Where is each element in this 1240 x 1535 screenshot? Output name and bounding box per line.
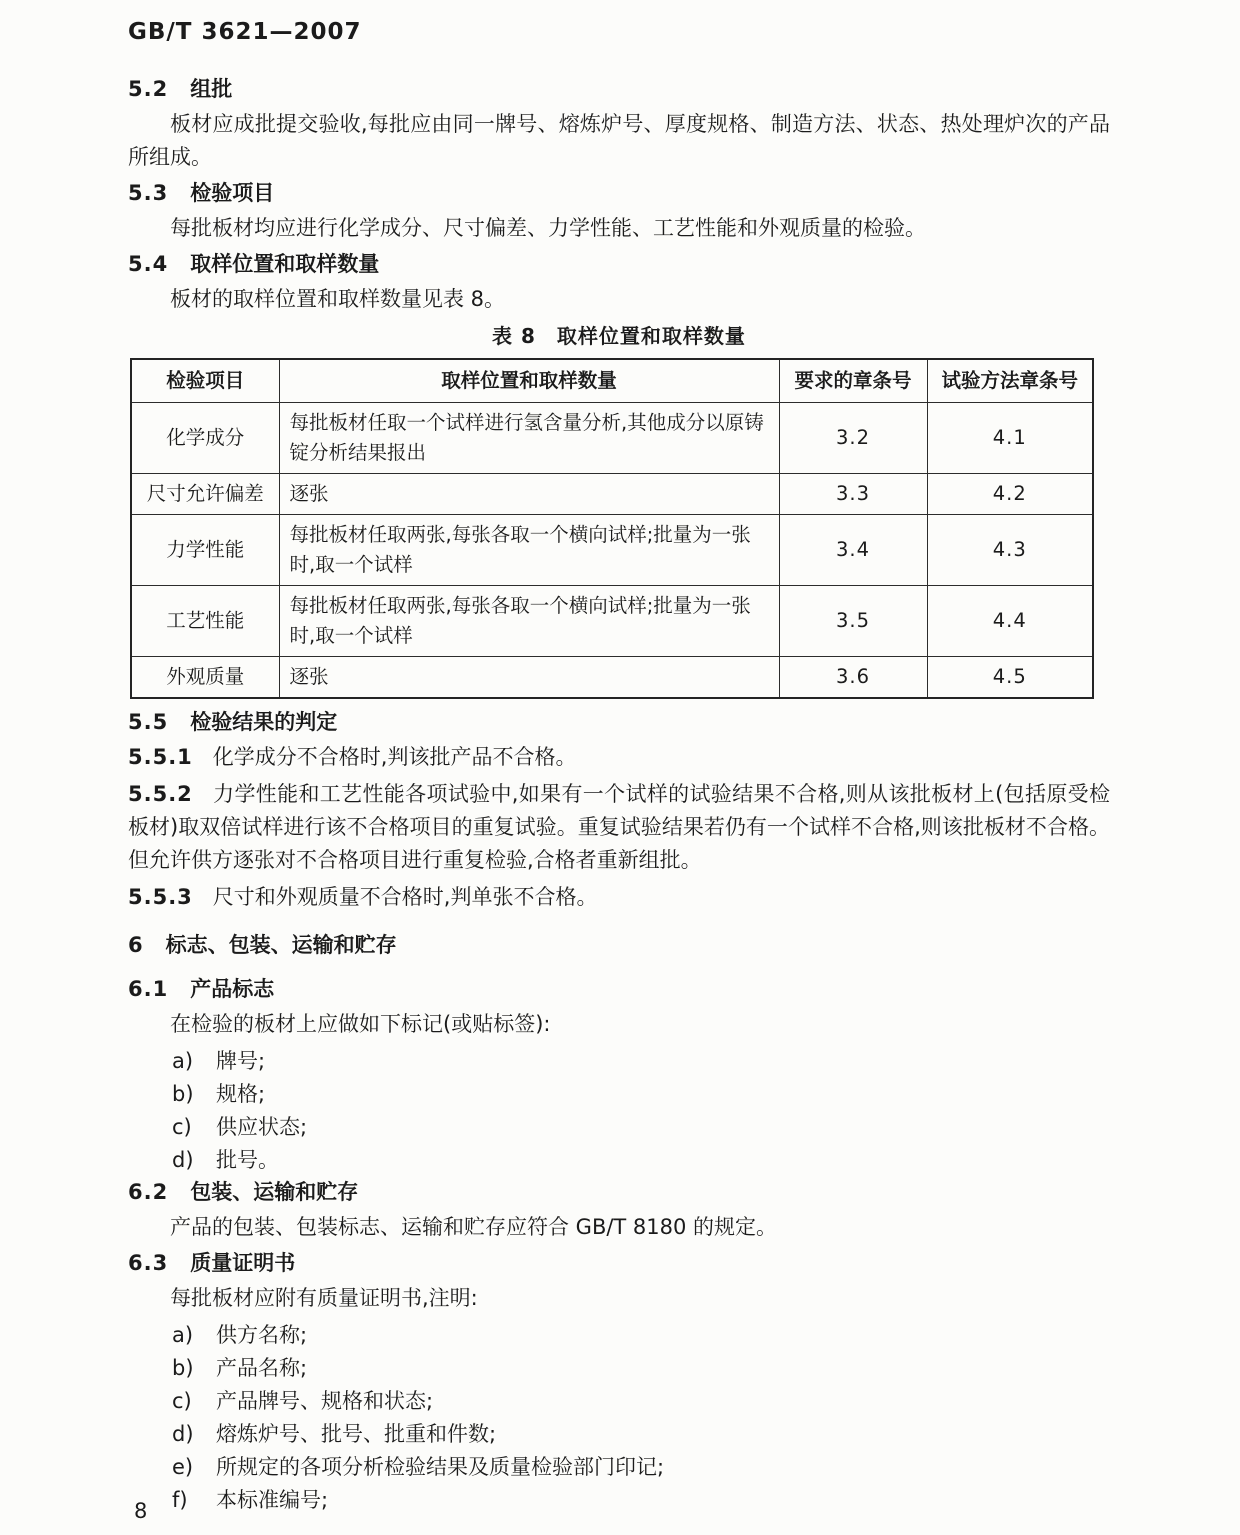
item-letter: d) <box>172 1422 194 1446</box>
cell-test-clause: 4.3 <box>927 515 1093 586</box>
item-text: 牌号; <box>216 1049 266 1073</box>
column-header-sampling: 取样位置和取样数量 <box>279 359 779 403</box>
list-item <box>172 1484 1110 1517</box>
item-text: 批号。 <box>216 1148 279 1172</box>
page-number: 8 <box>134 1499 148 1523</box>
cell-item: 外观质量 <box>131 657 279 699</box>
list-item <box>172 1319 1110 1352</box>
clause-number: 5.5.1 <box>128 745 193 769</box>
cell-requirement-clause: 3.4 <box>779 515 927 586</box>
cell-item: 力学性能 <box>131 515 279 586</box>
paragraph-6-2: 产品的包装、包装标志、运输和贮存应符合 GB/T 8180 的规定。 <box>170 1215 778 1239</box>
item-letter: a) <box>172 1049 194 1073</box>
item-text: 产品名称; <box>216 1356 308 1380</box>
cell-requirement-clause: 3.6 <box>779 657 927 699</box>
clause-number: 6.3 <box>128 1251 169 1275</box>
paragraph-5-4: 板材的取样位置和取样数量见表 8。 <box>170 287 506 311</box>
list-item <box>172 1045 1110 1078</box>
item-letter: b) <box>172 1356 194 1380</box>
table-row <box>131 474 1093 515</box>
heading-6-1 <box>128 974 1110 1004</box>
cell-sampling: 每批板材任取一个试样进行氢含量分析,其他成分以原铸锭分析结果报出 <box>279 403 779 474</box>
cell-item: 尺寸允许偏差 <box>131 474 279 515</box>
clause-number: 6 <box>128 933 144 957</box>
paragraph-5-2: 板材应成批提交验收,每批应由同一牌号、熔炼炉号、厚度规格、制造方法、状态、热处理炉次的产品所组成。 <box>128 112 1110 169</box>
clause-number: 5.4 <box>128 252 169 276</box>
item-letter: e) <box>172 1455 194 1479</box>
item-letter: a) <box>172 1323 194 1347</box>
clause-number: 5.5 <box>128 710 169 734</box>
clause-text: 化学成分不合格时,判该批产品不合格。 <box>212 745 577 769</box>
table-row <box>131 403 1093 474</box>
column-header-requirement-clause: 要求的章条号 <box>779 359 927 403</box>
item-text: 本标准编号; <box>216 1488 329 1512</box>
item-letter: d) <box>172 1148 194 1172</box>
clause-text: 尺寸和外观质量不合格时,判单张不合格。 <box>212 885 598 909</box>
table-caption: 表 8 取样位置和取样数量 <box>492 324 746 348</box>
clause-number: 5.5.3 <box>128 885 193 909</box>
cell-requirement-clause: 3.3 <box>779 474 927 515</box>
clause-number: 5.5.2 <box>128 782 193 806</box>
list-item <box>172 1111 1110 1144</box>
clause-title: 检验结果的判定 <box>190 710 338 734</box>
document-code: GB/T 3621—2007 <box>128 19 362 45</box>
list-item <box>172 1385 1110 1418</box>
cell-test-clause: 4.4 <box>927 586 1093 657</box>
item-letter: c) <box>172 1115 192 1139</box>
list-item <box>172 1352 1110 1385</box>
clause-number: 5.3 <box>128 181 169 205</box>
clause-title: 取样位置和取样数量 <box>190 252 380 276</box>
item-text: 熔炼炉号、批号、批重和件数; <box>216 1422 497 1446</box>
heading-6-2 <box>128 1177 1110 1207</box>
item-letter: b) <box>172 1082 194 1106</box>
table-row <box>131 657 1093 699</box>
heading-5-3 <box>128 178 1110 208</box>
item-text: 所规定的各项分析检验结果及质量检验部门印记; <box>216 1455 665 1479</box>
cell-sampling: 每批板材任取两张,每张各取一个横向试样;批量为一张时,取一个试样 <box>279 515 779 586</box>
item-text: 供应状态; <box>216 1115 308 1139</box>
item-text: 产品牌号、规格和状态; <box>216 1389 434 1413</box>
heading-5-5 <box>128 707 1110 737</box>
item-letter: f) <box>172 1488 188 1512</box>
heading-6-3 <box>128 1248 1110 1278</box>
item-text: 供方名称; <box>216 1323 308 1347</box>
cell-test-clause: 4.1 <box>927 403 1093 474</box>
cell-test-clause: 4.5 <box>927 657 1093 699</box>
cell-requirement-clause: 3.2 <box>779 403 927 474</box>
item-letter: c) <box>172 1389 192 1413</box>
clause-number: 6.2 <box>128 1180 169 1204</box>
cell-requirement-clause: 3.5 <box>779 586 927 657</box>
column-header-item: 检验项目 <box>131 359 279 403</box>
cell-item: 化学成分 <box>131 403 279 474</box>
cell-sampling: 逐张 <box>279 657 779 699</box>
table-row <box>131 515 1093 586</box>
clause-number: 5.2 <box>128 77 169 101</box>
cell-sampling: 逐张 <box>279 474 779 515</box>
list-item <box>172 1078 1110 1111</box>
table-header-row <box>131 359 1093 403</box>
table-8-sampling <box>130 358 1094 699</box>
list-item <box>172 1418 1110 1451</box>
cell-test-clause: 4.2 <box>927 474 1093 515</box>
clause-title: 产品标志 <box>190 977 275 1001</box>
paragraph-6-1: 在检验的板材上应做如下标记(或贴标签): <box>170 1012 551 1036</box>
clause-title: 质量证明书 <box>190 1251 296 1275</box>
heading-5-2 <box>128 74 1110 104</box>
list-item <box>172 1144 1110 1177</box>
clause-text: 力学性能和工艺性能各项试验中,如果有一个试样的试验结果不合格,则从该批板材上(包括原受检板材)取双倍试样进行该不合格项目的重复试验。重复试验结果若仍有一个试样不合格,则该批板材不合格。但允许供方逐张对不合格项目进行重复检验,合格者重新组批。 <box>128 782 1110 872</box>
paragraph-5-3: 每批板材均应进行化学成分、尺寸偏差、力学性能、工艺性能和外观质量的检验。 <box>170 216 926 240</box>
clause-number: 6.1 <box>128 977 169 1001</box>
heading-5-4 <box>128 249 1110 279</box>
paragraph-5-5-2 <box>128 778 1110 877</box>
heading-6 <box>128 930 1110 960</box>
list-item <box>172 1451 1110 1484</box>
paragraph-5-5-3 <box>128 881 1110 914</box>
cell-item: 工艺性能 <box>131 586 279 657</box>
item-text: 规格; <box>216 1082 266 1106</box>
clause-title: 包装、运输和贮存 <box>190 1180 359 1204</box>
paragraph-6-3: 每批板材应附有质量证明书,注明: <box>170 1286 478 1310</box>
clause-title: 标志、包装、运输和贮存 <box>165 933 397 957</box>
clause-title: 组批 <box>190 77 233 101</box>
table-row <box>131 586 1093 657</box>
paragraph-5-5-1 <box>128 741 1110 774</box>
column-header-test-method-clause: 试验方法章条号 <box>927 359 1093 403</box>
cell-sampling: 每批板材任取两张,每张各取一个横向试样;批量为一张时,取一个试样 <box>279 586 779 657</box>
clause-title: 检验项目 <box>190 181 275 205</box>
